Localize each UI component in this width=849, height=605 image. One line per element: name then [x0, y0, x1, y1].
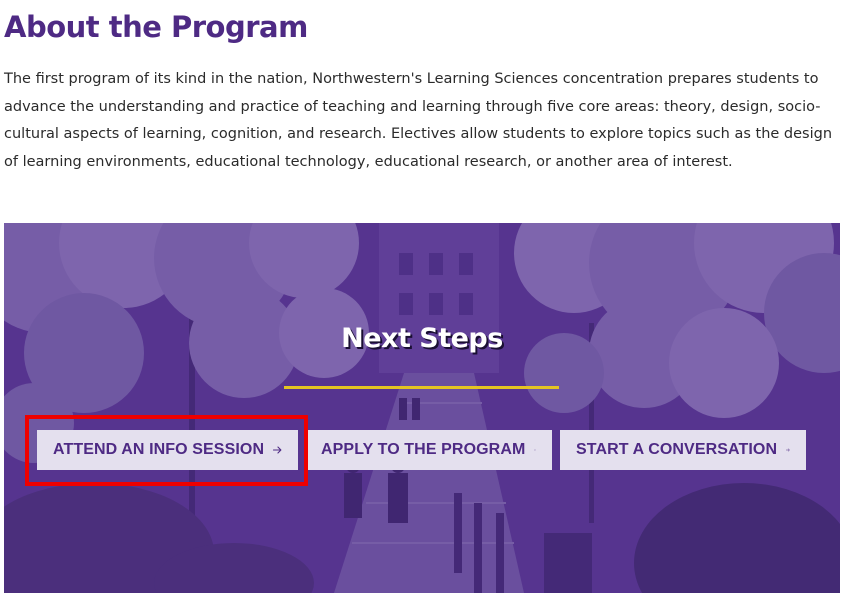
- title-underline: [284, 386, 559, 389]
- campus-background-image: [4, 223, 840, 593]
- next-steps-banner: [4, 223, 840, 593]
- arrow-right-icon: [786, 443, 790, 457]
- start-conversation-label: START A CONVERSATION: [576, 441, 778, 458]
- apply-to-program-label: APPLY TO THE PROGRAM: [321, 441, 526, 458]
- attend-info-session-label: ATTEND AN INFO SESSION: [53, 441, 265, 458]
- page-title: About the Program: [4, 10, 308, 44]
- apply-to-program-button[interactable]: [305, 430, 552, 470]
- next-steps-title: Next Steps: [341, 323, 503, 354]
- start-conversation-button[interactable]: [560, 430, 806, 470]
- arrow-right-icon: [534, 443, 536, 457]
- highlight-box: [25, 415, 308, 486]
- program-description: The first program of its kind in the nation, Northwestern's Learning Sciences concentration prepares students to advance the understanding and practice of teaching and learning through five core areas: theory, design, socio-cultural aspects of learning, cognition, and research. Electives allow students to explore topics such as the design of learning environments, educational technology, educational research, or another area of interest.: [4, 71, 833, 170]
